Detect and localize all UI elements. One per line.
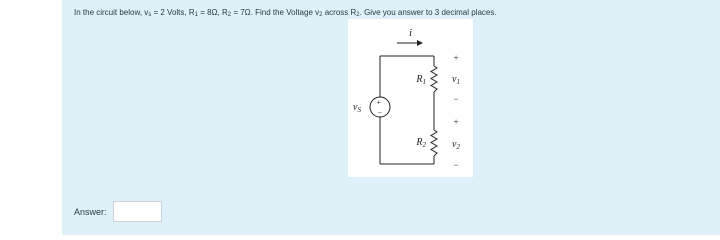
answer-label: Answer: [74, 207, 107, 217]
v1-minus: − [453, 94, 459, 104]
resistor-r2-icon [431, 130, 437, 156]
current-label: i [409, 27, 413, 39]
circuit-svg [348, 19, 473, 177]
current-arrow-icon [397, 40, 423, 46]
v2-minus: − [453, 160, 459, 170]
r2-label: $R_2$ [416, 137, 426, 149]
resistor-r1-icon [431, 66, 437, 92]
answer-input[interactable] [113, 201, 162, 222]
vs-label: $v_S$ [353, 102, 361, 114]
circuit-diagram [348, 19, 473, 177]
svg-text:−: − [377, 108, 383, 117]
v1-label: $v_1$ [452, 74, 460, 86]
v1-plus: + [453, 53, 459, 63]
question-text: In the circuit below, $v_s = 2$ Volts, $R_1 = 8\Omega$, $R_2 = 7\Omega$. Find the Voltage $v_2$ across $R_2$. Give you answer to 3 decimal places. [74, 8, 497, 18]
r1-label: $R_1$ [416, 74, 426, 86]
voltage-source-icon [370, 97, 390, 117]
svg-text:+: + [376, 98, 382, 107]
v2-plus: + [453, 117, 459, 127]
v2-label: $v_2$ [452, 139, 460, 151]
